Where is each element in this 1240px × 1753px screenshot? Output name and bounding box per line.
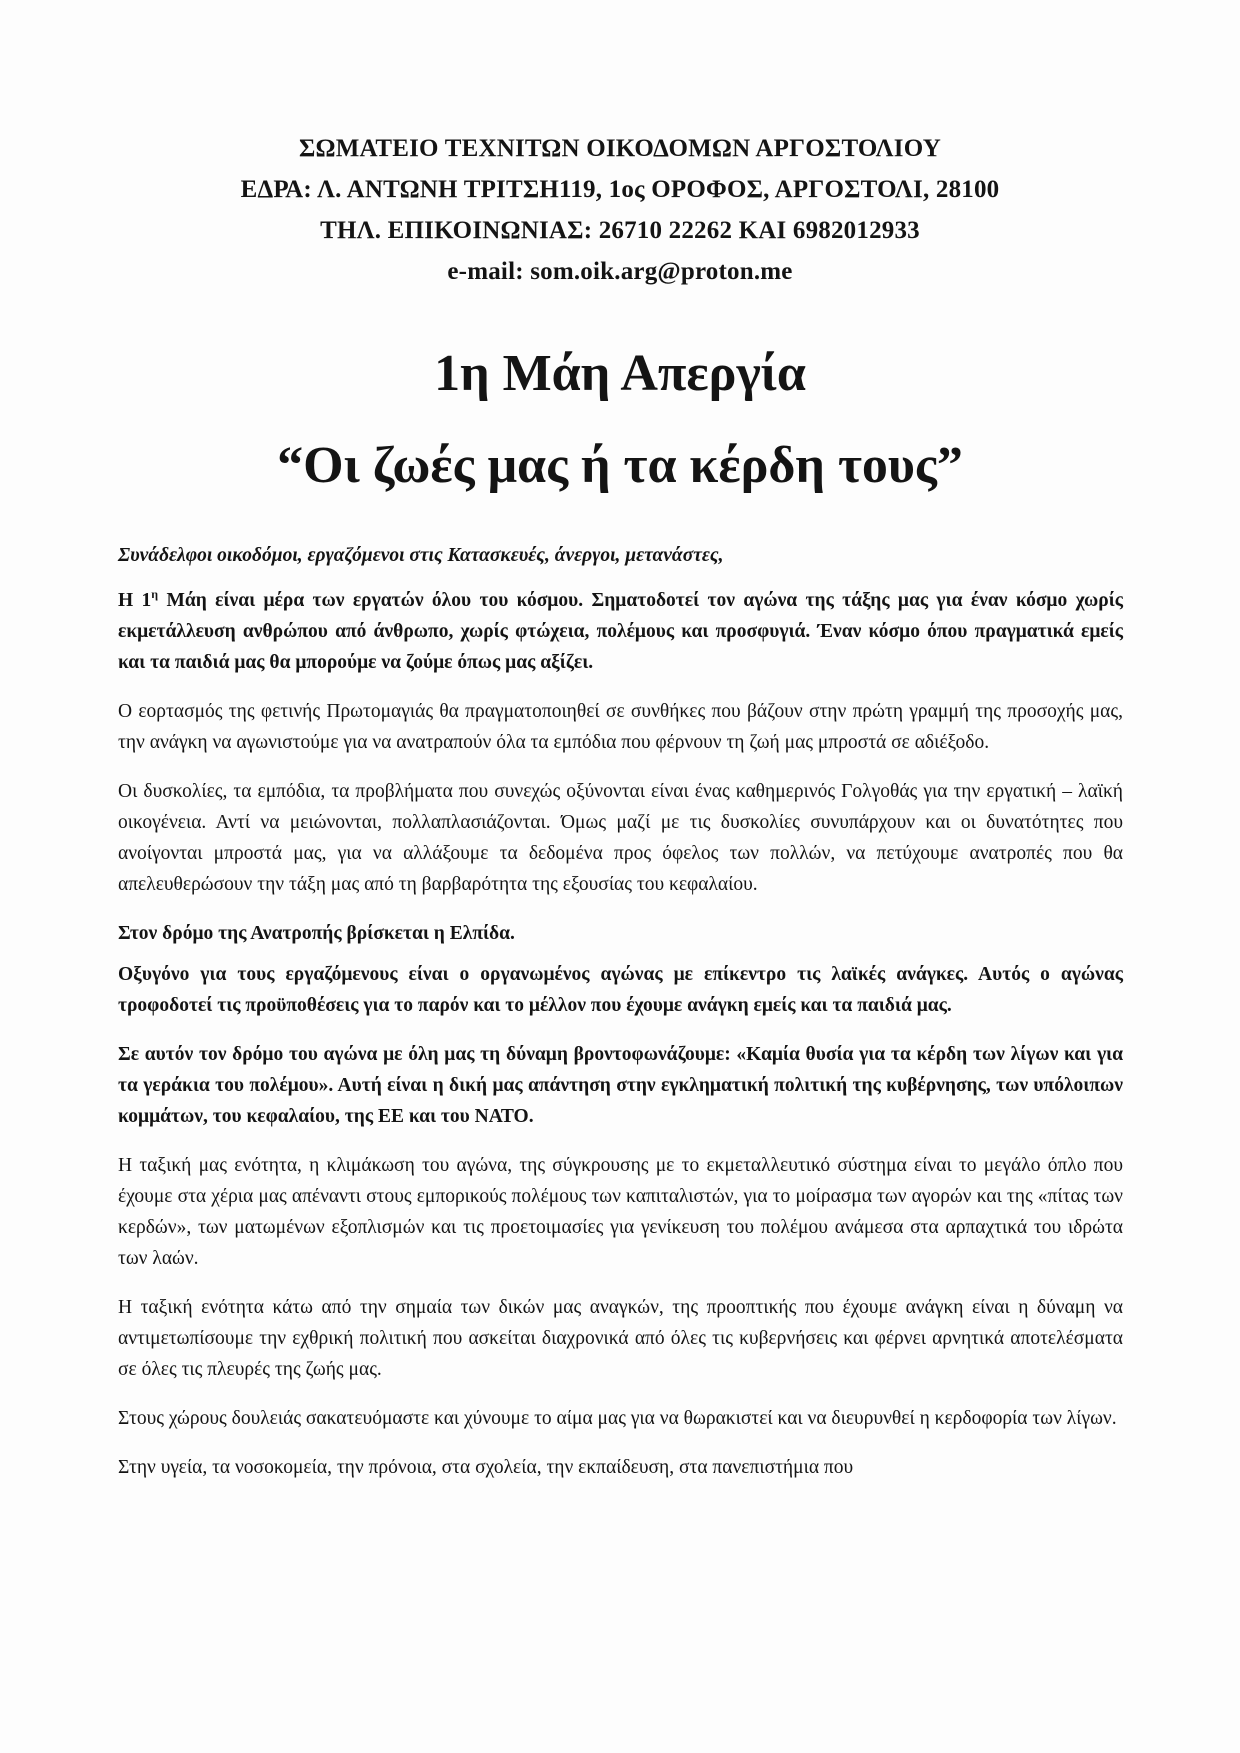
- union-email: e-mail: som.oik.arg@proton.me: [447, 258, 793, 285]
- page-title: 1η Μάη Απεργία: [434, 345, 806, 402]
- paragraph-bold: Σε αυτόν τον δρόμο του αγώνα με όλη μας τη δύναμη βροντοφωνάζουμε: «Καμία θυσία για τα κέρδη των λίγων και για τα γεράκια του πολέμου». Αυτή είναι η δική μας απάντηση στην εγκληματική πολιτική της κυβέρνησης, των υπόλοιπων κομμάτων, του κεφαλαίου, της ΕΕ και του ΝΑΤΟ.: [118, 1044, 1123, 1127]
- paragraph: Οι δυσκολίες, τα εμπόδια, τα προβλήματα που συνεχώς οξύνονται είναι ένας καθημερινός Γολγοθάς για την εργατική – λαϊκή οικογένεια. Αντί να μειώνονται, πολλαπλασιάζονται. Όμως μαζί με τις δυσκολίες συνυπάρχουν και οι δυνατότητες που ανοίγονται μπροστά μας, για να αλλάξουμε τα δεδομένα προς όφελος των πολλών, να πετύχουμε ανατροπές που θα απελευθερώσουν την τάξη μας από τη βαρβαρότητα της εξουσίας του κεφαλαίου.: [118, 781, 1123, 895]
- intro-superscript: η: [151, 587, 159, 601]
- page-subtitle: “Οι ζωές μας ή τα κέρδη τους”: [277, 437, 963, 494]
- document-body: [118, 540, 1123, 1501]
- intro-start: Η 1: [118, 590, 152, 611]
- paragraph: Η ταξική ενότητα κάτω από την σημαία των δικών μας αναγκών, της προοπτικής που έχουμε ανάγκη είναι η δύναμη να αντιμετωπίσουμε την εχθρική πολιτική που ασκείται διαχρονικά από όλες τις κυβερνήσεις και φέρνει αρνητικά αποτελέσματα σε όλες τις πλευρές της ζωής μας.: [118, 1297, 1123, 1380]
- greeting: Συνάδελφοι οικοδόμοι, εργαζόμενοι στις Κατασκευές, άνεργοι, μετανάστες,: [118, 545, 724, 566]
- paragraph: Η ταξική μας ενότητα, η κλιμάκωση του αγώνα, της σύγκρουσης με το εκμεταλλευτικό σύστημα είναι το μεγάλο όπλο που έχουμε στα χέρια μας απέναντι στους εμπορικούς πολέμους των καπιταλιστών, για το μοίρασμα των αγορών και της «πίτας των κερδών», των ματωμένων εξοπλισμών και τις προετοιμασίες για γενίκευση του πολέμου ανάμεσα στα αρπαχτικά του ιδρώτα των λαών.: [118, 1155, 1123, 1269]
- intro-paragraph: [118, 585, 1123, 678]
- paragraph: Στην υγεία, τα νοσοκομεία, την πρόνοια, στα σχολεία, την εκπαίδευση, στα πανεπιστήμια που: [118, 1457, 854, 1478]
- union-name: ΣΩΜΑΤΕΙΟ ΤΕΧΝΙΤΩΝ ΟΙΚΟΔΟΜΩΝ ΑΡΓΟΣΤΟΛΙΟΥ: [298, 135, 941, 162]
- union-phone: ΤΗΛ. ΕΠΙΚΟΙΝΩΝΙΑΣ: 26710 22262 ΚΑΙ 6982012933: [320, 217, 920, 244]
- paragraph: Ο εορτασμός της φετινής Πρωτομαγιάς θα πραγματοποιηθεί σε συνθήκες που βάζουν στην πρώτη γραμμή της προσοχής μας, την ανάγκη να αγωνιστούμε για να ανατραπούν όλα τα εμπόδια που φέρνουν τη ζωή μας μπροστά σε αδιέξοδο.: [118, 701, 1123, 753]
- paragraph: Στους χώρους δουλειάς σακατευόμαστε και χύνουμε το αίμα μας για να θωρακιστεί και να διευρυνθεί η κερδοφορία των λίγων.: [118, 1408, 1117, 1429]
- intro-rest: Μάη είναι μέρα των εργατών όλου του κόσμου. Σηματοδοτεί τον αγώνα της τάξης μας για έναν κόσμο χωρίς εκμετάλλευση ανθρώπου από άνθρωπο, χωρίς φτώχεια, πολέμους και προσφυγιά. Έναν κόσμο όπου πραγματικά εμείς και τα παιδιά μας θα μπορούμε να ζούμε όπως μας αξίζει.: [118, 590, 1123, 673]
- paragraph-bold: Στον δρόμο της Ανατροπής βρίσκεται η Ελπίδα.: [118, 923, 515, 944]
- paragraph-bold: Οξυγόνο για τους εργαζόμενους είναι ο οργανωμένος αγώνας με επίκεντρο τις λαϊκές ανάγκες. Αυτός ο αγώνας τροφοδοτεί τις προϋποθέσεις για το παρόν και το μέλλον που έχουμε ανάγκη εμείς και τα παιδιά μας.: [118, 964, 1123, 1016]
- union-header: [0, 128, 1240, 292]
- union-address: ΕΔΡΑ: Λ. ΑΝΤΩΝΗ ΤΡΙΤΣΗ119, 1ος ΟΡΟΦΟΣ, ΑΡΓΟΣΤΟΛΙ, 28100: [240, 176, 1000, 203]
